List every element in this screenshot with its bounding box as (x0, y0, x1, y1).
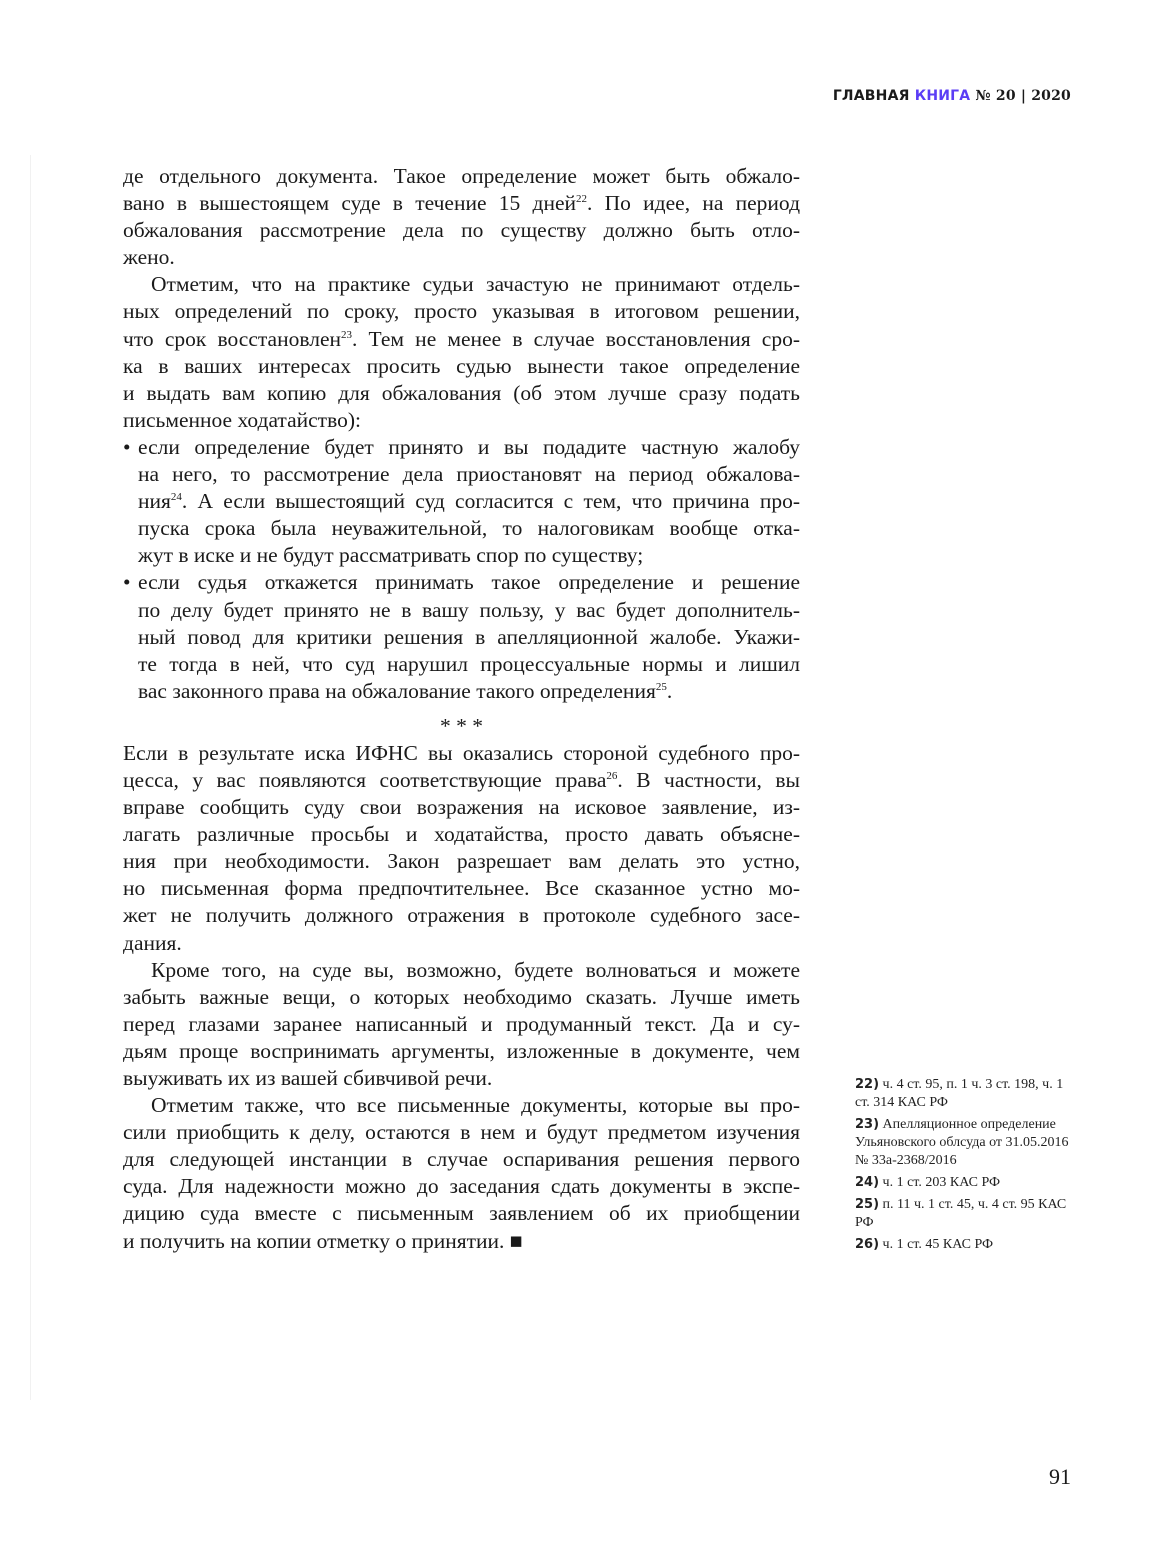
text-line: дицию суда вместе с письменным заявлением об их приобщении (123, 1201, 800, 1226)
footnote-number: 25) (855, 1197, 880, 1212)
footnote (855, 1174, 1070, 1192)
footnote-text: ч. 1 ст. 45 КАС РФ (879, 1237, 994, 1252)
text-line: Кроме того, на суде вы, возможно, будете волноваться и можете (151, 957, 800, 982)
text-line: лагать различные просьбы и ходатайства, просто давать объясне- (123, 822, 800, 847)
text-line: Если в результате иска ИФНС вы оказались стороной судебного про- (123, 740, 800, 765)
footnote-number: 24) (855, 1175, 880, 1190)
text-line: цесса, у вас появляются соответствующие права$^{26}$. В частности, вы (123, 767, 801, 792)
text-line: ных определений по сроку, просто указывая в итоговом решении, (123, 299, 800, 324)
text-line: де отдельного документа. Такое определение может быть обжало- (123, 164, 800, 188)
section-divider: * * * (440, 713, 483, 738)
text-line: обжалования рассмотрение дела по существу должно быть отло- (123, 218, 800, 243)
text-line: дьям проще воспринимать аргументы, изложенные в документе, чем (123, 1038, 800, 1063)
running-header (833, 88, 1071, 104)
article-body (123, 163, 800, 1255)
paragraph (123, 957, 800, 1092)
text-line: вправе сообщить суду свои возражения на исковое заявление, из- (123, 795, 800, 820)
page-number: 91 (1049, 1464, 1071, 1489)
brand-glavnaya: ГЛАВНАЯ (832, 88, 910, 104)
margin-rule (30, 155, 31, 1400)
footnote-text: ч. 4 ст. 95, п. 1 ч. 3 ст. 198, ч. 1 ст. 314 КАС РФ (855, 1077, 1064, 1110)
footnote-ref: 22 (576, 193, 588, 206)
text-line: дания. (123, 930, 182, 955)
text-line: если судья откажется принимать такое определение и решение (138, 570, 800, 595)
text-line: вано в вышестоящем суде в течение 15 дней$^{22}$. По идее, на период (123, 191, 801, 216)
issue-number: № 20 | 2020 (975, 88, 1071, 104)
text-line: ния$^{24}$. А если вышестоящий суд согласится с тем, что причина про- (138, 489, 800, 514)
bullet-icon: • (123, 570, 131, 595)
paragraph (123, 271, 800, 434)
text-line: пуска срока была неуважительной, то налоговикам вообще отка- (138, 516, 800, 541)
text-line: но письменная форма предпочтительнее. Все сказанное устно мо- (123, 876, 800, 901)
footnote-number: 26) (855, 1237, 880, 1252)
footnote-number: 22) (855, 1077, 880, 1092)
text-line: жут в иске и не будут рассматривать спор по существу; (138, 543, 644, 568)
bullet-icon: • (123, 434, 131, 459)
text-line: Отметим, что на практике судьи зачастую не принимают отдель- (151, 272, 800, 297)
bullet-item (123, 434, 800, 569)
text-line: ния при необходимости. Закон разрешает вам делать это устно, (123, 849, 800, 874)
text-line: ка в ваших интересах просить судью вынести такое определение (123, 353, 800, 378)
text-line: перед глазами заранее написанный и продуманный текст. Да и су- (123, 1011, 800, 1036)
text-line: письменное ходатайство): (123, 407, 361, 432)
footnote-ref: 26 (606, 769, 618, 782)
text-line: сили приобщить к делу, остаются в нем и будут предметом изучения (123, 1120, 800, 1145)
footnotes (855, 1076, 1070, 1258)
text-line: выуживать их из вашей сбивчивой речи. (123, 1066, 493, 1090)
text-line: если определение будет принято и вы подадите частную жалобу (138, 434, 800, 459)
footnote-ref: 25 (655, 680, 667, 693)
footnote (855, 1236, 1070, 1254)
text-line: на него, то рассмотрение дела приостановят на период обжалова- (138, 462, 800, 487)
footnote-text: п. 11 ч. 1 ст. 45, ч. 4 ст. 95 КАС РФ (855, 1197, 1067, 1230)
paragraph (123, 163, 800, 271)
text-line: жет не получить должного отражения в протоколе судебного засе- (123, 903, 800, 928)
brand-kniga: КНИГА (914, 88, 971, 104)
footnote-text: Апелляционное определение Ульяновского облсуда от 31.05.2016 № 33а-2368/2016 (855, 1117, 1069, 1168)
text-line: вас законного права на обжалование такого определения$^{25}$. (138, 678, 673, 703)
footnote (855, 1116, 1070, 1170)
text-line: те тогда в ней, что суд нарушил процессуальные нормы и лишил (138, 651, 800, 676)
footnote-number: 23) (855, 1117, 880, 1132)
text-line: что срок восстановлен$^{23}$. Тем не менее в случае восстановления сро- (123, 326, 800, 351)
footnote-ref: 24 (170, 491, 182, 504)
text-line: по делу будет принято не в вашу пользу, у вас будет дополнитель- (138, 597, 800, 622)
paragraph (123, 740, 800, 957)
text-line: Отметим также, что все письменные документы, которые вы про- (151, 1093, 800, 1118)
text-line: суда. Для надежности можно до заседания сдать документы в экспе- (123, 1174, 800, 1199)
text-line: забыть важные вещи, о которых необходимо сказать. Лучше иметь (123, 984, 800, 1009)
footnote (855, 1076, 1070, 1112)
text-line: для следующей инстанции в случае оспаривания решения первого (123, 1147, 800, 1172)
paragraph (123, 1092, 800, 1255)
bullet-item (123, 569, 800, 704)
text-line: и выдать вам копию для обжалования (об этом лучше сразу подать (123, 380, 800, 405)
footnote-ref: 23 (341, 328, 352, 341)
text-line: и получить на копии отметку о принятии. ■ (123, 1228, 523, 1253)
text-line: ный повод для критики решения в апелляционной жалобе. Укажи- (138, 624, 800, 649)
footnote (855, 1196, 1070, 1232)
text-line: жено. (123, 245, 175, 270)
footnote-text: ч. 1 ст. 203 КАС РФ (879, 1175, 1001, 1190)
